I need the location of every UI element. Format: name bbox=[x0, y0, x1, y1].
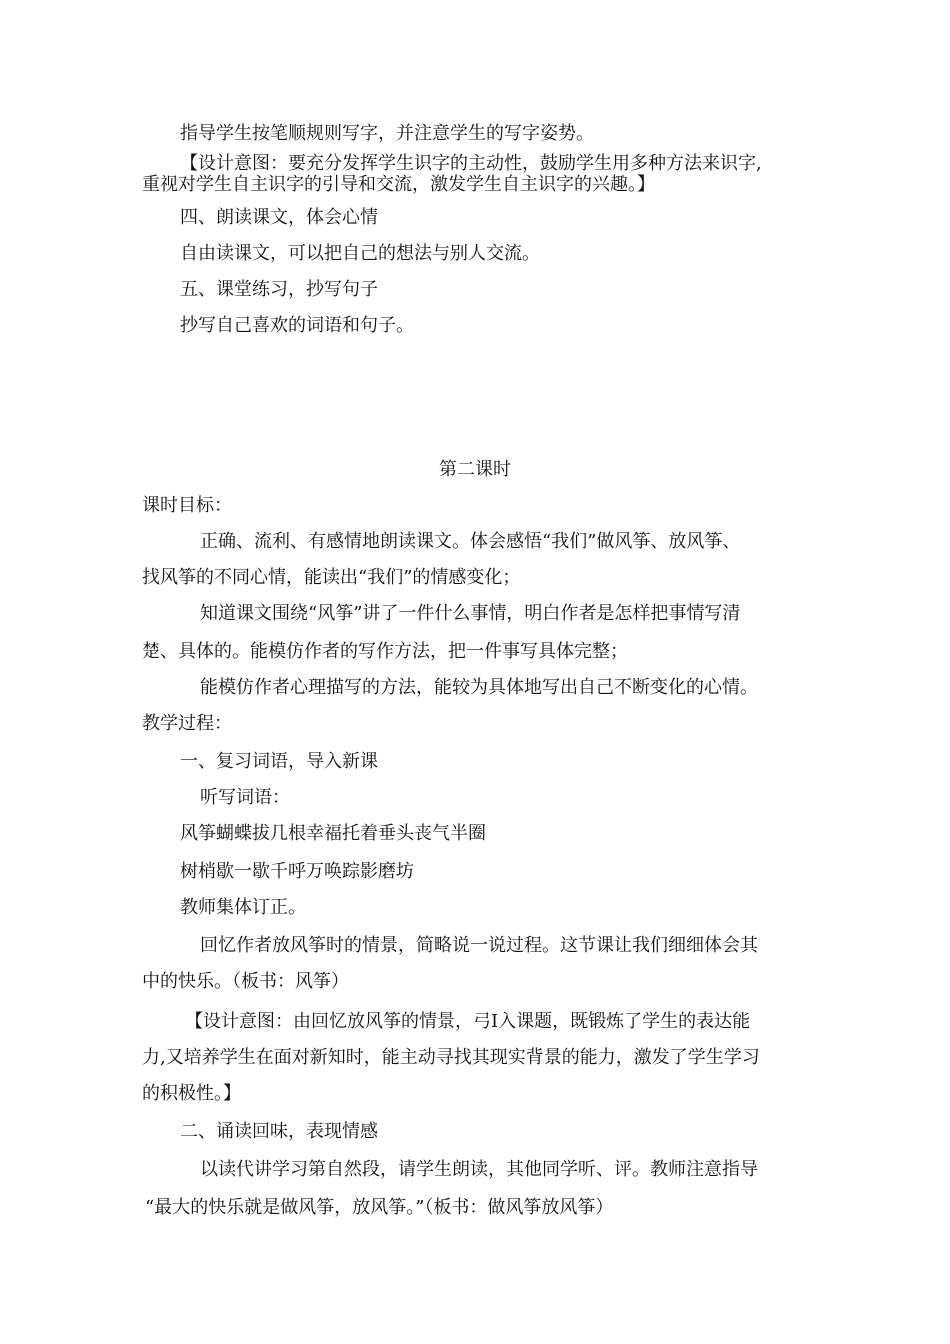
reading-line-2: “最大的快乐就是做风筝，放风筝。”（板书：做风筝放风筝） bbox=[145, 1197, 614, 1218]
step-five-text: 抄写自己喜欢的词语和句子。 bbox=[180, 315, 414, 336]
goal-2-line-2: 楚、具体的。能模仿作者的写作方法，把一件事写具体完整； bbox=[142, 641, 628, 662]
step-five-heading: 五、课堂练习，抄写句子 bbox=[180, 279, 378, 300]
reading-line-1: 以读代讲学习第自然段，请学生朗读，其他同学听、评。教师注意指导 bbox=[200, 1159, 758, 1180]
word-list-1: 风筝蝴蝶拔几根幸福托着垂头丧气半圈 bbox=[180, 823, 486, 844]
goal-1-line-1: 正确、流利、有感情地朗读课文。体会感悟“我们”做风筝、放风筝、 bbox=[200, 531, 741, 552]
goal-2-line-1: 知道课文围绕“风筝”讲了一件什么事情，明白作者是怎样把事情写清 bbox=[200, 603, 741, 624]
goal-3: 能模仿作者心理描写的方法，能较为具体地写出自己不断变化的心情。 bbox=[200, 677, 758, 698]
step-four-heading: 四、朗读课文，体会心情 bbox=[180, 207, 378, 228]
design-intent-2-line-1: 【设计意图：由回忆放风筝的情景，弓I入课题，既锻炼了学生的表达能 bbox=[185, 1011, 751, 1032]
dictation-label: 听写词语： bbox=[200, 787, 290, 808]
process-label: 教学过程： bbox=[142, 713, 232, 734]
correction-note: 教师集体订正。 bbox=[180, 897, 306, 918]
design-intent-line-1: 【设计意图：要充分发挥学生识字的主动性，鼓励学生用多种方法来识字, bbox=[180, 153, 762, 174]
step-four-text: 自由读课文，可以把自己的想法与别人交流。 bbox=[180, 243, 540, 264]
design-intent-2-line-2: 力,又培养学生在面对新知时，能主动寻找其现实背景的能力，激发了学生学习 bbox=[142, 1047, 760, 1068]
design-intent-line-2: 重视对学生自主识字的引导和交流，激发学生自主识字的兴趣。】 bbox=[142, 174, 655, 195]
recall-line-1: 回忆作者放风筝时的情景，简略说一说过程。这节课让我们细细体会其 bbox=[200, 935, 758, 956]
recall-line-2: 中的快乐。（板书：风筝） bbox=[142, 971, 349, 992]
step-two-heading: 二、诵读回味，表现情感 bbox=[180, 1121, 378, 1142]
design-intent-2-line-3: 的积极性。】 bbox=[142, 1083, 241, 1104]
goals-label: 课时目标： bbox=[142, 495, 232, 516]
writing-guidance: 指导学生按笔顺规则写字，并注意学生的写字姿势。 bbox=[180, 123, 594, 144]
lesson-title: 第二课时 bbox=[439, 459, 511, 480]
word-list-2: 树梢歇一歇千呼万唤踪影磨坊 bbox=[180, 861, 414, 882]
step-one-heading: 一、复习词语，导入新课 bbox=[180, 751, 378, 772]
goal-1-line-2: 找风筝的不同心情，能读出“我们”的情感变化； bbox=[142, 567, 521, 588]
